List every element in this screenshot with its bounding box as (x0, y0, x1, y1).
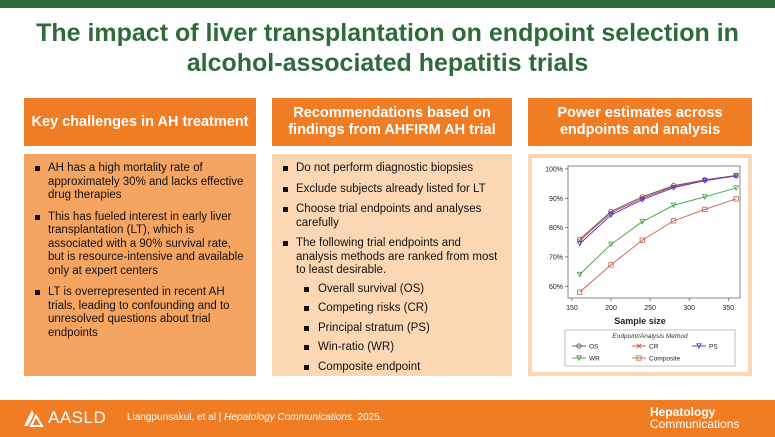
x-tick-label: 150 (566, 305, 578, 312)
top-accent-bar (0, 0, 775, 8)
recommendations-header (272, 98, 512, 146)
ranked-endpoint-item: Principal stratum (PS) (296, 322, 504, 336)
power-chart-box (532, 158, 748, 372)
series-wr (578, 186, 739, 277)
citation (127, 412, 383, 423)
list-item (280, 237, 504, 374)
journal-logo-line-2: Communications (650, 417, 740, 431)
y-tick-label: 70% (548, 254, 563, 262)
series-os (578, 173, 739, 241)
journal-logo-line-1: Hepatology (650, 405, 716, 419)
x-tick-label: 200 (605, 305, 617, 312)
power-header-line-2: endpoints and analysis (559, 122, 721, 138)
journal-logo (650, 406, 739, 430)
page-title (0, 18, 775, 78)
series-line-wr (580, 188, 736, 275)
series-line-composite (580, 199, 736, 292)
aasld-logo (22, 408, 106, 428)
list-item: This has fueled interest in early liver transplantation (LT), which is associated with a 90% survival rate, but is resource-intensive and available only at expert centers (32, 211, 248, 279)
recommendations-header-line-1: Recommendations based on (293, 105, 491, 121)
aasld-logo-icon (22, 408, 44, 428)
challenges-body (24, 154, 256, 376)
ranked-endpoint-item: Composite endpoint (296, 361, 504, 375)
chart-legend (565, 330, 735, 366)
title-line-1: The impact of liver transplantation on endpoint selection in (36, 19, 739, 47)
title-line-2: alcohol-associated hepatitis trials (186, 49, 589, 77)
legend-label-ps: PS (709, 343, 718, 351)
power-chart (532, 158, 748, 372)
recommendations-panel (272, 98, 512, 373)
data-point-composite (734, 197, 738, 201)
ranked-endpoint-item: Win-ratio (WR) (296, 341, 504, 355)
legend-label-os: OS (589, 343, 599, 351)
series-cr (578, 173, 739, 243)
series-composite (578, 197, 739, 295)
recommendations-body (272, 154, 512, 376)
y-tick-label: 100% (545, 166, 563, 174)
series-line-ps (580, 176, 736, 244)
legend-title: Endpoint/Analysis Method (612, 333, 688, 340)
challenges-header (24, 98, 256, 146)
aasld-logo-text: AASLD (48, 408, 107, 427)
citation-authors: Liangpunsakul, et al | (127, 412, 225, 423)
legend-label-cr: CR (649, 343, 659, 351)
list-item: Choose trial endpoints and analyses carefully (280, 203, 504, 230)
legend-label-composite: Composite (649, 355, 681, 363)
power-header-line-1: Power estimates across (557, 105, 723, 121)
footer-bar (0, 400, 775, 437)
power-panel (528, 98, 752, 363)
power-body (528, 154, 752, 376)
citation-year: . 2025. (351, 412, 383, 423)
list-item: Do not perform diagnostic biopsies (280, 162, 504, 176)
x-tick-label: 350 (722, 305, 735, 312)
series-ps (578, 174, 739, 246)
challenges-panel (24, 98, 256, 339)
list-item-text: The following trial endpoints and analysis methods are ranked from most to least desirable. (296, 237, 498, 276)
y-tick-label: 80% (548, 225, 563, 233)
x-tick-label: 300 (683, 305, 696, 312)
ranked-endpoints-list (296, 283, 504, 375)
list-item: LT is overrepresented in recent AH trials, leading to confounding and to unresolved questions about trial endpoints (32, 286, 248, 340)
plot-frame (568, 166, 740, 298)
list-item: AH has a high mortality rate of approximately 30% and lacks effective drug therapies (32, 162, 248, 203)
list-item: Exclude subjects already listed for LT (280, 183, 504, 197)
y-tick-label: 90% (548, 195, 563, 203)
y-tick-label: 60% (548, 283, 563, 291)
x-axis-label: Sample size (614, 316, 666, 326)
legend-label-wr: WR (589, 355, 600, 363)
recommendations-header-line-2: findings from AHFIRM AH trial (288, 122, 496, 138)
power-header (528, 98, 752, 146)
challenges-list (32, 162, 248, 340)
recommendations-list (280, 162, 504, 374)
series-line-os (580, 175, 736, 239)
challenges-header-text: Key challenges in AH treatment (31, 113, 249, 130)
data-point-wr (734, 186, 738, 190)
ranked-endpoint-item: Competing risks (CR) (296, 302, 504, 316)
citation-journal: Hepatology Communications (224, 412, 352, 423)
x-tick-label: 250 (644, 305, 656, 312)
ranked-endpoint-item: Overall survival (OS) (296, 283, 504, 297)
